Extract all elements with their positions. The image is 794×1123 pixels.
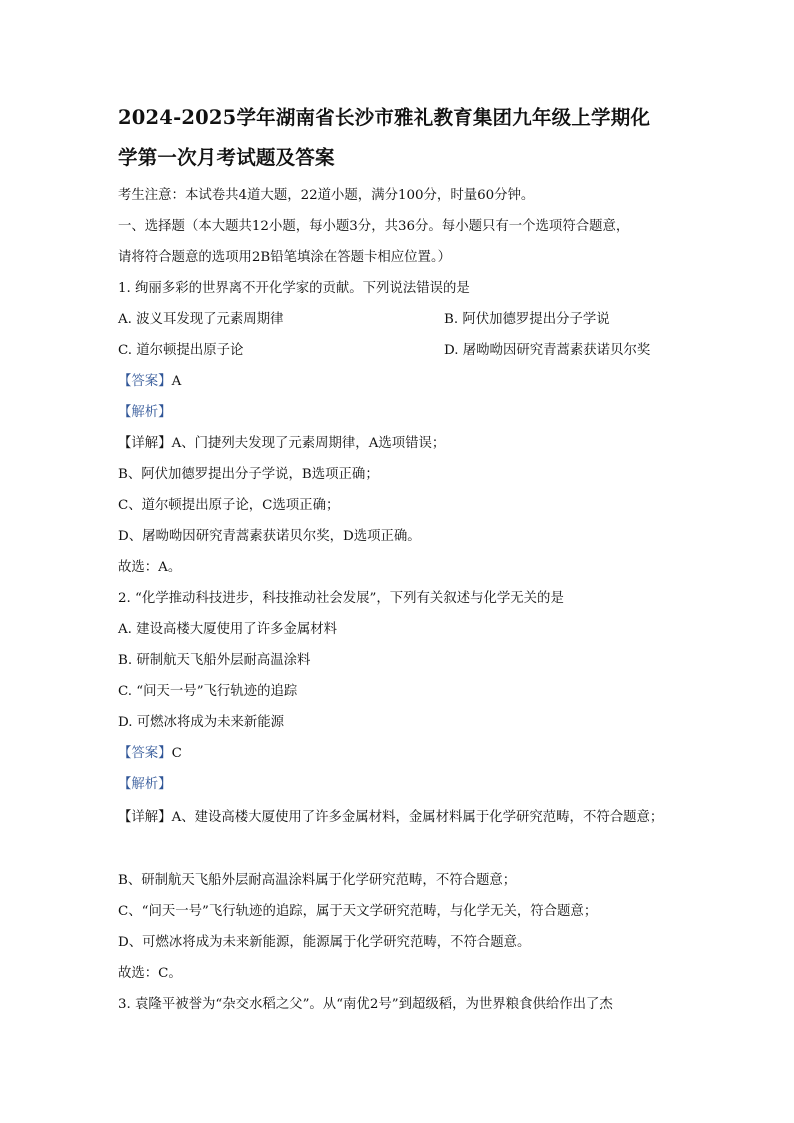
question-2-option-a: A. 建设高楼大厦使用了许多金属材料 [118, 622, 338, 637]
question-1-detail-line: A、门捷列夫发现了元素周期律，A选项错误； [171, 436, 446, 451]
answer-label: 【答案】 [118, 374, 172, 389]
analysis-label: 【解析】 [118, 777, 172, 792]
question-1-analysis-row [118, 403, 698, 423]
question-2-answer-row [118, 744, 698, 764]
question-2-detail-row [118, 808, 688, 828]
question-1-detail-line: C、道尔顿提出原子论，C选项正确； [118, 498, 340, 513]
question-2-option-b: B. 研制航天飞船外层耐高温涂料 [118, 653, 311, 668]
question-1-conclusion: 故选：A。 [118, 560, 182, 575]
question-2-detail-line: C、“问天一号”飞行轨迹的追踪，属于天文学研究范畴，与化学无关，符合题意； [118, 904, 598, 919]
question-2-detail-line: B、研制航天飞船外层耐高温涂料属于化学研究范畴，不符合题意； [118, 873, 517, 888]
question-3-stem: 3. 袁隆平被誉为“杂交水稻之父”。从“南优2号”到超级稻，为世界粮食供给作出了杰 [118, 997, 613, 1012]
question-1-stem: 1. 绚丽多彩的世界离不开化学家的贡献。下列说法错误的是 [118, 281, 470, 296]
question-1-option-b: B. 阿伏加德罗提出分子学说 [444, 312, 610, 327]
question-1-answer-row [118, 372, 698, 392]
question-2-conclusion: 故选：C。 [118, 966, 182, 981]
detail-label: 【详解】 [118, 436, 172, 451]
section-heading-line-1: 一、选择题（本大题共12小题，每小题3分，共36分。每小题只有一个选项符合题意， [118, 219, 630, 234]
question-2-analysis-row [118, 775, 698, 795]
section-heading-line-2: 请将符合题意的选项用2B铅笔填涂在答题卡相应位置。） [118, 250, 452, 265]
exam-notice: 考生注意：本试卷共4道大题，22道小题，满分100分，时量60分钟。 [118, 188, 535, 203]
document-title-line-1: 2024-2025学年湖南省长沙市雅礼教育集团九年级上学期化 [118, 106, 651, 129]
question-1-option-a: A. 波义耳发现了元素周期律 [118, 312, 284, 327]
question-2-detail-line: D、可燃冰将成为未来新能源，能源属于化学研究范畴，不符合题意。 [118, 935, 531, 950]
question-2-option-d: D. 可燃冰将成为未来新能源 [118, 715, 285, 730]
question-2-stem: 2. “化学推动科技进步，科技推动社会发展”，下列有关叙述与化学无关的是 [118, 591, 564, 606]
question-1-option-c: C. 道尔顿提出原子论 [118, 343, 244, 358]
document-title-line-2: 学第一次月考试题及答案 [118, 146, 335, 169]
question-1-answer: A [171, 374, 182, 389]
question-1-detail-line: B、阿伏加德罗提出分子学说，B选项正确； [118, 467, 379, 482]
answer-label: 【答案】 [118, 746, 172, 761]
question-2-detail-line: A、建设高楼大厦使用了许多金属材料，金属材料属于化学研究范畴，不符合题意； [171, 810, 664, 825]
question-1-option-d: D. 屠呦呦因研究青蒿素获诺贝尔奖 [444, 343, 651, 358]
question-2-option-c: C. “问天一号”飞行轨迹的追踪 [118, 684, 298, 699]
question-2-answer: C [171, 746, 182, 761]
question-1-detail-row [118, 434, 698, 454]
question-1-detail-line: D、屠呦呦因研究青蒿素获诺贝尔奖，D选项正确。 [118, 529, 421, 544]
detail-label: 【详解】 [118, 810, 172, 825]
analysis-label: 【解析】 [118, 405, 172, 420]
